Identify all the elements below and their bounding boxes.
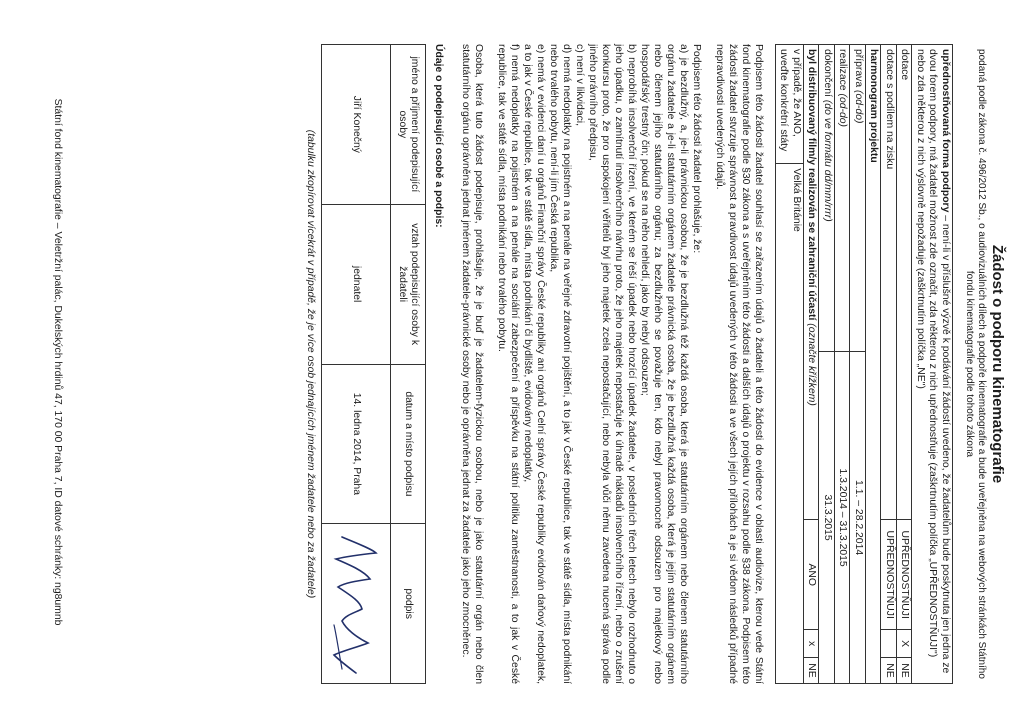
declaration-item-f: f) nemá nedoplatky na pojistném a na penále na sociální zabezpečení a příspěvku na státní politiku zaměstnanosti, a to jak v České republice, tak ve státě sídla, místa podnikání nebo trvalého pobytu. [496, 44, 520, 684]
realizace-value[interactable]: 1.3.2014 – 31.3.2015 [835, 352, 851, 684]
priprava-label: příprava [853, 49, 864, 88]
distribution-hint: (označte křížkem) [806, 323, 818, 406]
signer-col-datetime: datum a místo podpisu [391, 364, 426, 524]
signer-relation[interactable]: jednatel [322, 204, 391, 364]
signer-table-note: (tabulku zkopírovat vícekrát v případě, že je více osob jednajících jménem žadatele nebo za žadatele) [305, 129, 316, 599]
dotace-podil-preferred-option[interactable]: UPŘEDNOSTŇUJI [881, 520, 897, 630]
distribution-yes-option[interactable]: ANO [804, 520, 820, 630]
distribution-label: byl distribuovaný film/y realizován se zahraniční účastí [806, 49, 818, 321]
dotace-podil-no-option[interactable]: NE [881, 657, 897, 683]
declaration-item-a: a) je bezdlužný, a, je-li právnickou osobou, že je bezdlužná též každá osoba, která je statutárním orgánem nebo členem statutárního orgánu žadatele a je-li statutárním orgánem žadatele právnická osoba, že je bezdlužná každá osoba, která je jejím statutárním orgánem nebo členem jejího statutárního orgánu; za bezdlužného se považuje ten, kdo nebyl pravomocně odsouzen pro majetkový nebo hospodářský trestný čin; pokud se na něho nehledí, jako by nebyl odsouzen; [639, 44, 689, 684]
declaration-item-d: d) nemá nedoplatky na pojistném a na penále na veřejné zdravotní pojištění, a to jak v České republice, tak ve státě sídla, místa podnikání nebo trvalého pobytu, není-li jím Česká republika, [548, 44, 572, 684]
declaration-section [495, 44, 703, 684]
handwritten-signature [326, 529, 386, 679]
declaration-item-e: e) nemá v evidenci daní u orgánů Finanční správy České republiky ani orgánů Celní správy České republiky evidován daňový nedoplatek, a to jak v České republice, tak ve státě sídla, místa podnikání či bydliště, evidovány nedoplatky, [522, 44, 546, 684]
dotace-no-option[interactable]: NE [897, 657, 913, 683]
closing-section [459, 44, 485, 684]
signer-name[interactable]: Jiří Konečný [322, 45, 391, 205]
distribution-no-option[interactable]: NE [804, 657, 820, 683]
priprava-hint: (od-do) [853, 90, 864, 124]
signer-signature-cell[interactable] [322, 524, 391, 684]
declaration-item-c: c) není v likvidaci, [574, 44, 585, 126]
dokonceni-label: dokončení [822, 49, 833, 97]
signer-col-relation: vztah podepisující osoby k žadateli [391, 204, 426, 364]
states-value[interactable]: Velká Británie [776, 164, 804, 684]
document-title: Žádost o podporu kinematografie [989, 244, 1006, 484]
document-footer: Státní fond kinematografie – Veletržní palác, Dukelských hrdinů 47, 170 00 Praha 7, ID datové schránky: ng8umnb [52, 98, 63, 626]
preferred-support-label: upřednostňovaná forma podpory [940, 49, 951, 213]
signer-table [321, 44, 426, 684]
states-label: v případě, že ANO, uveďte konkrétní státy [776, 45, 804, 164]
dotace-podil-preferred-mark[interactable] [881, 630, 897, 658]
declaration-intro: Podpisem této žádosti žadatel prohlašuje, že: [691, 44, 702, 254]
signer-datetime[interactable]: 14. ledna 2014, Praha [322, 364, 391, 524]
consent-paragraph: Podpisem této žádosti žadatel souhlasí se zařazením údajů o žadateli a této žádosti do evidence v oblasti audiovize, kterou vede Státní fond kinematografie podle §30 zákona a s uveřejněním této žádosti a dalších údajů o projektu v rozsahu podle §38 zákona. Podpisem této žádosti žadatel stvrzuje správnost a pravdivost údajů uvedených v této žádosti a ve všech jejích přílohách a je si vědom následků případné nepravdivosti uvedených údajů. [714, 44, 764, 684]
signer-col-name: jméno a příjmení podepisující osoby [391, 45, 426, 205]
harmonogram-label: harmonogram projektu [866, 45, 882, 684]
consent-section [713, 44, 765, 684]
support-form-table [775, 44, 953, 684]
dokonceni-value[interactable]: 31.3.2015 [819, 352, 835, 684]
signer-section-title: Údaje o podepisující osobě a podpis: [433, 44, 444, 228]
preferred-support-row [912, 45, 953, 684]
dokonceni-label-cell [819, 45, 835, 352]
realizace-label-cell [835, 45, 851, 352]
distribution-label-cell [804, 45, 820, 520]
row-dotace-label: dotace [897, 45, 913, 520]
preferred-support-note: – není-li v příslušné výzvě k podávání žádostí uvedeno, že žadatelům bude poskytnuta jen jedna ze dvou forem podpory, má žadatel možnost zde označit, zda některou z nich upřednostňuje (zaškrtnutím políčka „UPŘEDNOSTŇUJI") nebo zda některou z nich výslovně nepožaduje (zaškrtnutím políčka „NE") [915, 49, 951, 674]
realizace-hint: (od-do) [837, 93, 849, 127]
dotace-preferred-mark[interactable]: X [897, 630, 913, 658]
priprava-value[interactable]: 1.1. – 28.2.2014 [850, 352, 866, 684]
distribution-mark[interactable]: x [804, 630, 820, 658]
dokonceni-hint: (do ve formátu dd/mm/rrrr) [822, 99, 833, 222]
row-dotace-podil-label: dotace s podílem na zisku [881, 45, 897, 520]
signer-col-signature: podpis [391, 524, 426, 684]
declaration-item-b: b) neprobíhá insolvenční řízení, ve kterém se řeší úpadek nebo hrozící úpadek žadatele, v posledních třech letech nebylo rozhodnuto o jeho úpadku, o zamítnutí insolvenčního návrhu proto, že jeho majetek nepostačuje k úhradě nákladů insolvenčního řízení, nebo o zrušení konkursu proto, že pro uspokojení věřitelů byl jeho majetek zcela nepostačující, nebo nebyla vůči němu zavedena nucená správa podle jiného právního předpisu, [587, 44, 637, 684]
declaration-closing: Osoba, která tuto žádost podepisuje, prohlašuje, že je buď je žadatelem-fyzickou osobou, nebo je jako statutární orgán nebo člen statutárního orgánu oprávněna jednat jménem žadatele-právnické osoby nebo je oprávněna jednat za žadatele jako jeho zmocněnec. [460, 44, 484, 684]
dotace-preferred-option[interactable]: UPŘEDNOSTŇUJI [897, 520, 913, 630]
realizace-label: realizace [837, 49, 849, 91]
priprava-label-cell [850, 45, 866, 352]
document-subtitle: podaná podle zákona č. 496/2012 Sb., o audiovizuálních dílech a podpoře kinematografie a bude uveřejněna na webových stránkách Státního fondu kinematografie podle tohoto zákona [964, 49, 987, 679]
